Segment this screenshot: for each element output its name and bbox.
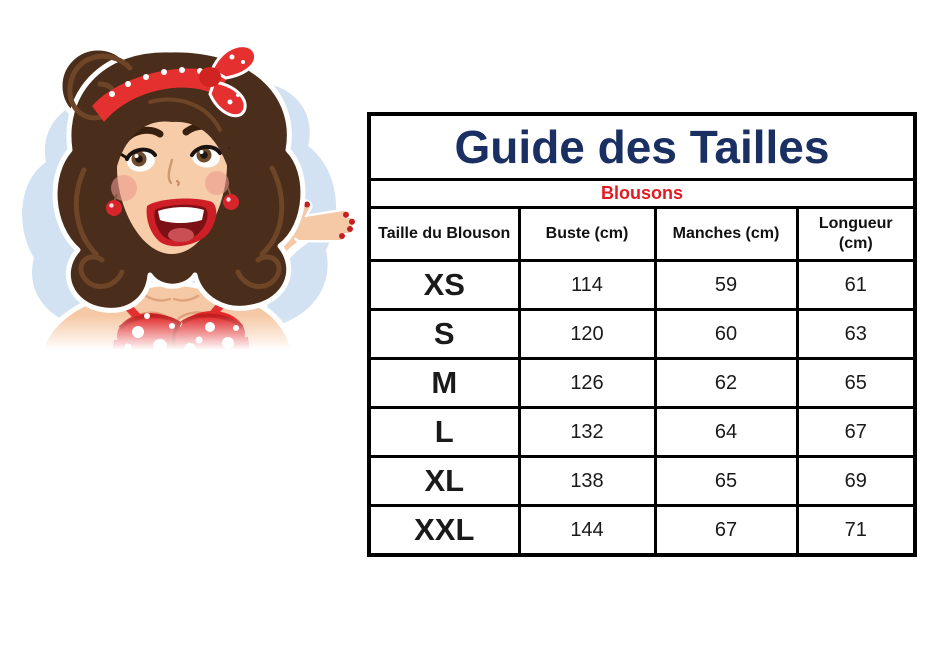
- table-row-s: [369, 310, 915, 359]
- column-header-buste: Buste (cm): [519, 208, 655, 261]
- buste-cell: 132: [519, 408, 655, 457]
- column-header-taille: Taille du Blouson: [369, 208, 519, 261]
- longueur-cell: 61: [797, 261, 915, 310]
- buste-cell: 120: [519, 310, 655, 359]
- size-guide-title: Guide des Tailles: [369, 114, 915, 180]
- category-label: Blousons: [369, 180, 915, 208]
- title-row: [369, 114, 915, 180]
- size-cell: L: [369, 408, 519, 457]
- table-row-xl: [369, 457, 915, 506]
- bottom-fade: [0, 316, 360, 350]
- longueur-cell: 69: [797, 457, 915, 506]
- size-cell: XXL: [369, 506, 519, 556]
- column-header-longueur: Longueur (cm): [797, 208, 915, 261]
- pinup-woman-presenting-illustration: [0, 10, 360, 350]
- buste-cell: 138: [519, 457, 655, 506]
- table-row-l: [369, 408, 915, 457]
- manches-cell: 64: [655, 408, 797, 457]
- subtitle-row: [369, 180, 915, 208]
- table-row-m: [369, 359, 915, 408]
- buste-cell: 114: [519, 261, 655, 310]
- size-guide-table: [367, 112, 917, 557]
- table-row-xs: [369, 261, 915, 310]
- size-cell: M: [369, 359, 519, 408]
- table-row-xxl: [369, 506, 915, 556]
- manches-cell: 62: [655, 359, 797, 408]
- longueur-cell: 65: [797, 359, 915, 408]
- size-cell: XS: [369, 261, 519, 310]
- manches-cell: 60: [655, 310, 797, 359]
- buste-cell: 144: [519, 506, 655, 556]
- column-header-manches: Manches (cm): [655, 208, 797, 261]
- longueur-cell: 67: [797, 408, 915, 457]
- longueur-cell: 63: [797, 310, 915, 359]
- size-cell: S: [369, 310, 519, 359]
- header-row: [369, 208, 915, 261]
- manches-cell: 65: [655, 457, 797, 506]
- manches-cell: 67: [655, 506, 797, 556]
- longueur-cell: 71: [797, 506, 915, 556]
- buste-cell: 126: [519, 359, 655, 408]
- manches-cell: 59: [655, 261, 797, 310]
- size-cell: XL: [369, 457, 519, 506]
- blush-right: [205, 171, 229, 195]
